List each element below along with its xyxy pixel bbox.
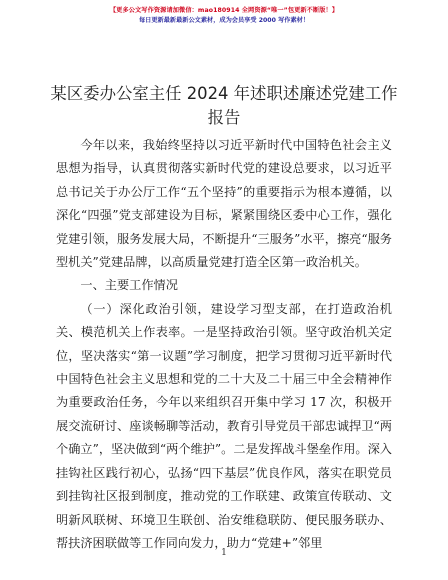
document-title-line-1: 某区委办公室主任 2024 年述职述廉述党建工作 <box>50 84 398 103</box>
page-number: 1 <box>221 548 227 558</box>
document-body <box>56 134 392 555</box>
document-title-line-2: 报告 <box>207 108 241 127</box>
intro-paragraph: 今年以来，我始终坚持以习近平新时代中国特色社会主义思想为指导，认真贯彻落实新时代党的建设总要求，以习近平总书记关于办公厅工作“五个坚持”的重要指示为根本遵循，以深化“四强”党支部建设为目标，紧紧围绕区委中心工作，强化党建引领，服务发展大局，不断提升“三服务”水平，擦亮“服务型机关”党建品牌，以高质量党建打造全区第一政治机关。 <box>56 138 392 270</box>
section-paragraph: （一）深化政治引领，建设学习型支部，在打造政治机关、模范机关上作表率。一是坚持政治引领。坚守政治机关定位，坚决落实“第一议题”学习制度，把学习贯彻习近平新时代中国特色社会主义思想和党的二十大及二十届三中全会精神作为重要政治任务，今年以来组织召开集中学习 17 次，积极开展交流研讨、座谈畅聊等活动，教育引导党员干部忠诚捍卫“两个确立”，坚决做到“两个维护”。二是发挥战斗堡垒作用。深入挂钩社区践行初心，弘扬“四下基层”优良作风，落实在职党员到挂钩社区报到制度，推动党的工作联建、政策宣传联动、文明新风联树、环境卫生联创、治安维稳联防、便民服务联办、帮扶济困联做等工作同向发力，助力“党建+”邻里 <box>56 301 392 550</box>
banner-promo-line: 【更多公文写作资源请加微信：mao180914 全网资源“唯一”包更新不断版！】 <box>109 7 339 14</box>
section-heading: 一、主要工作情况 <box>80 278 178 293</box>
header-banner <box>0 6 448 25</box>
document-title <box>40 82 408 130</box>
banner-member-line: 每日更新最新最新公文素材，成为会员享受 2000 写作素材！ <box>138 17 310 24</box>
